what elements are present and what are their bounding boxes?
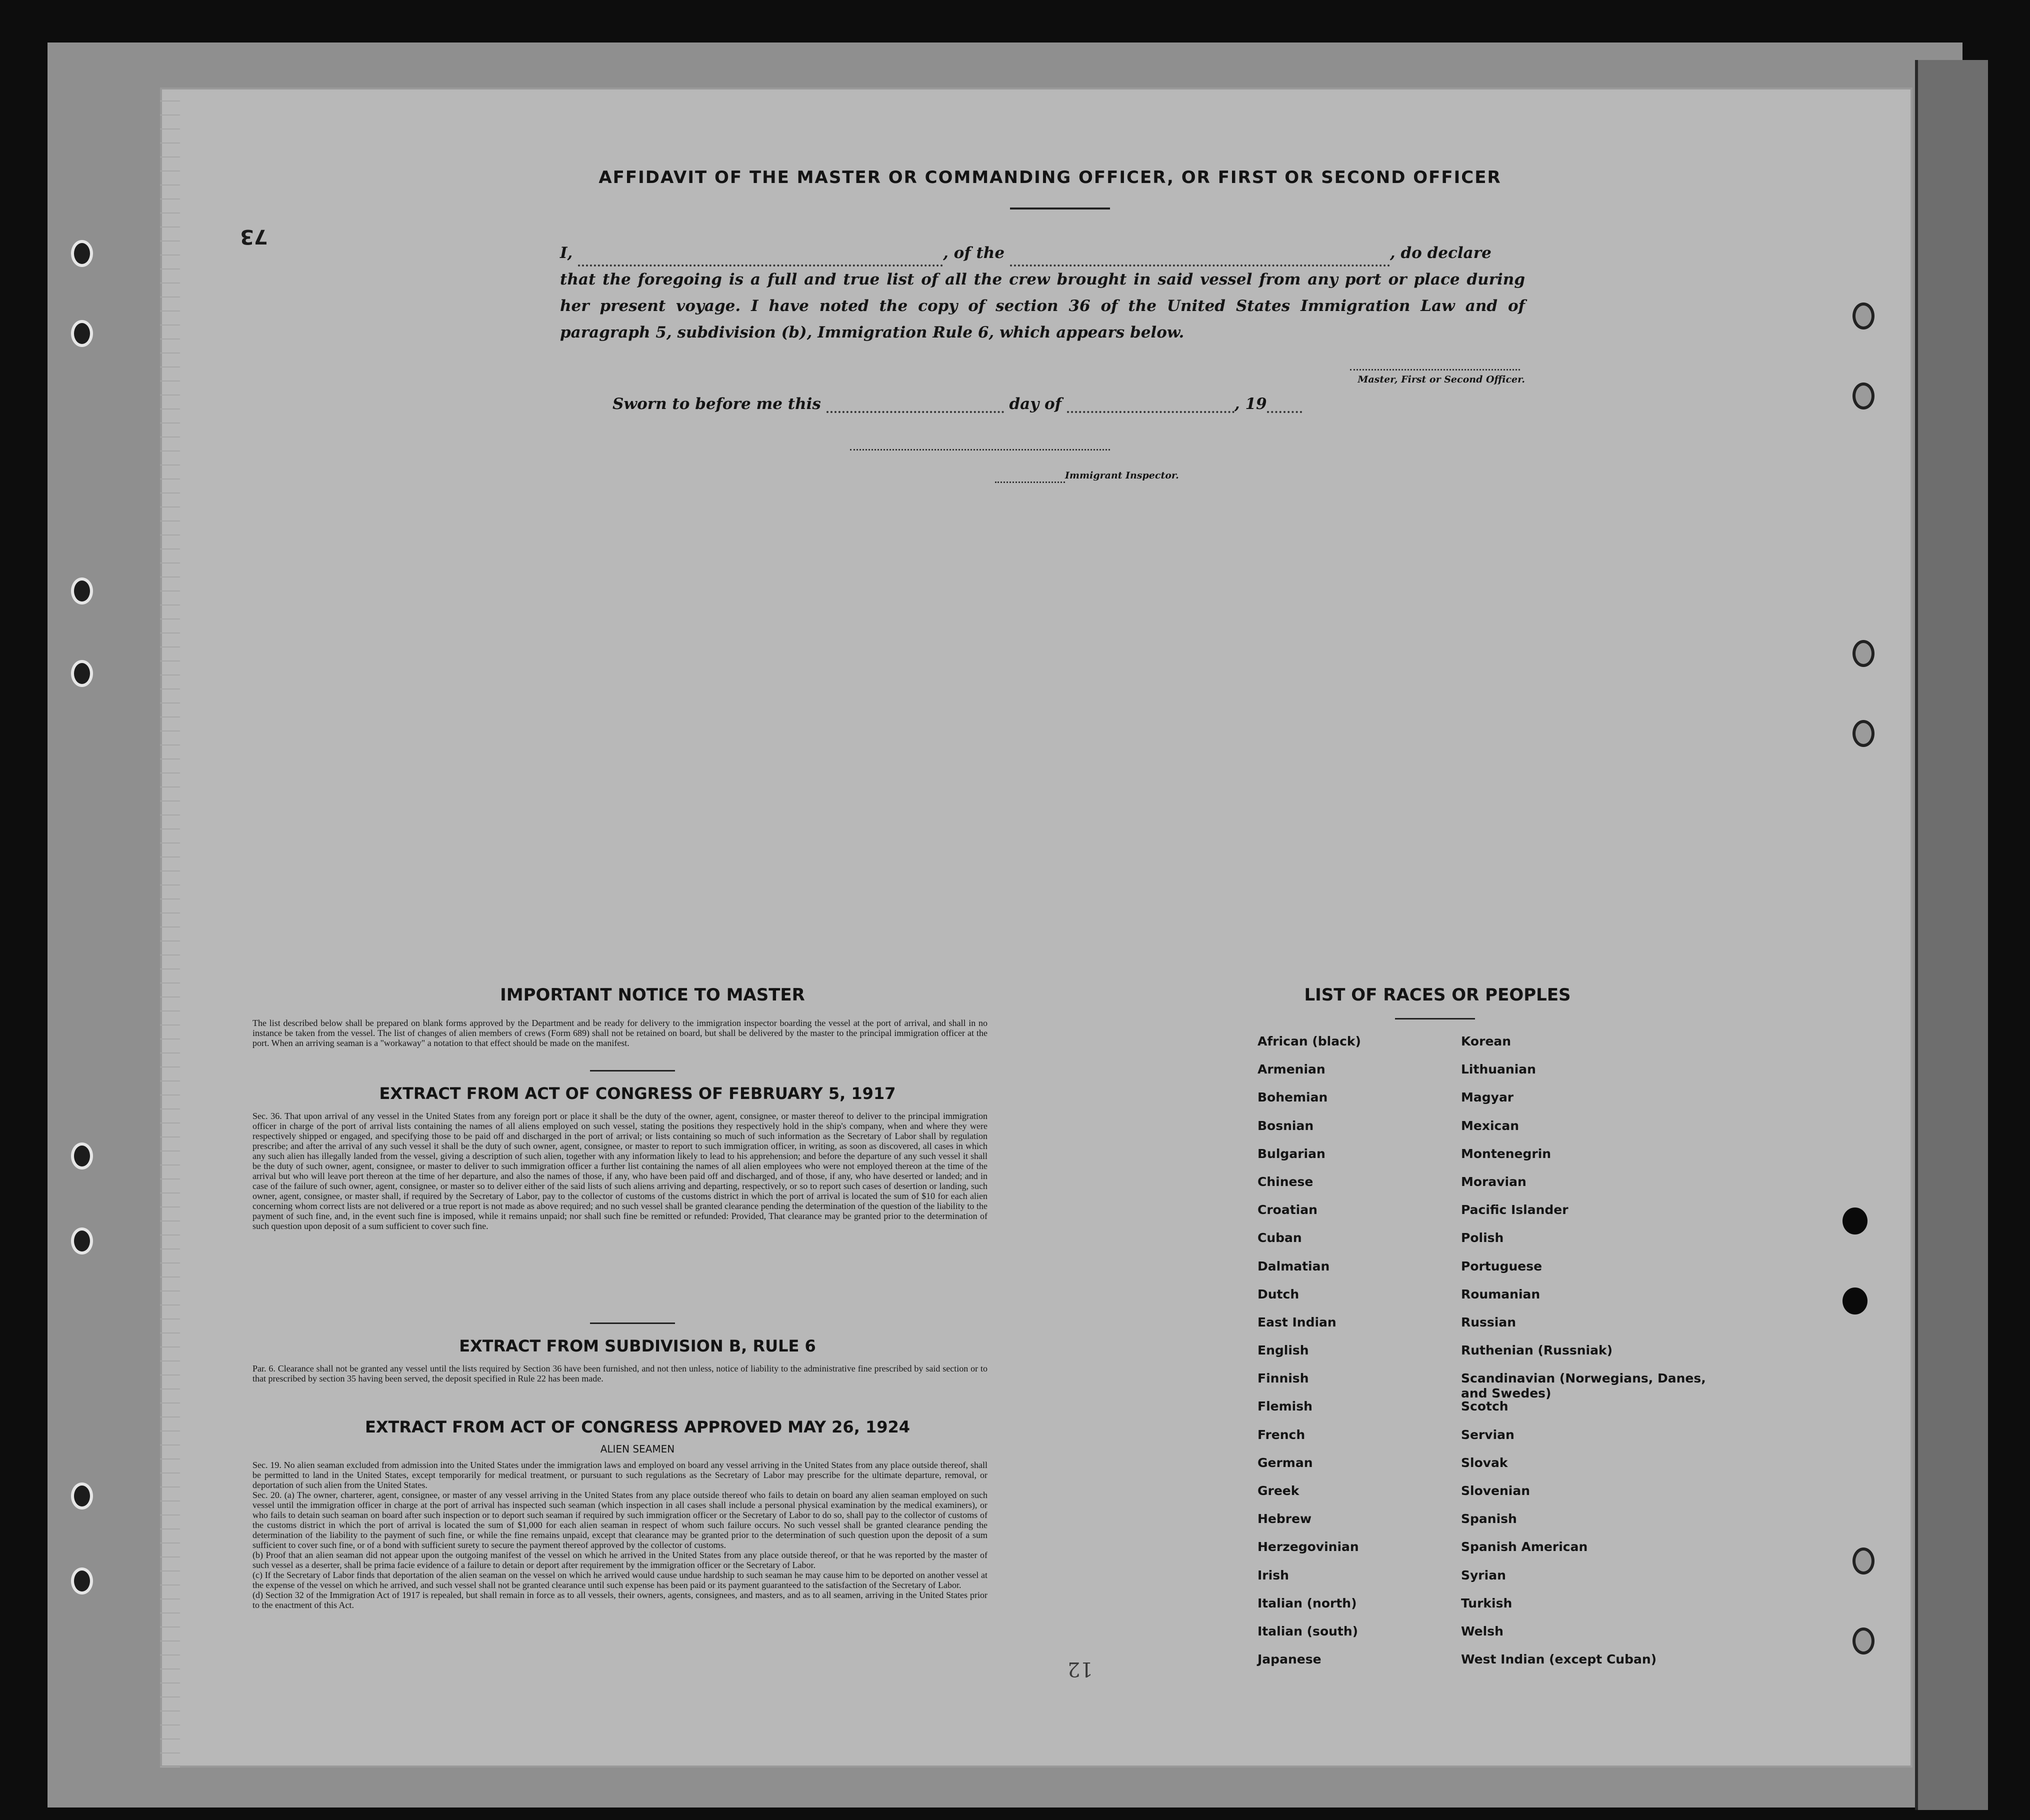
declaration-of-the: , of the [943, 244, 1005, 262]
punch-hole-icon [71, 320, 93, 347]
sworn-line [612, 395, 1312, 413]
race-item: Cuban [1258, 1230, 1302, 1246]
race-item: Spanish [1461, 1512, 1517, 1526]
race-item: East Indian [1258, 1314, 1336, 1330]
page-number: 12 [1068, 1658, 1093, 1680]
punch-hole-icon [71, 1228, 93, 1254]
race-item: Portuguese [1461, 1258, 1542, 1274]
inspector-signature-line [850, 448, 1110, 450]
punch-hole-icon [71, 660, 93, 687]
race-item: Bosnian [1258, 1118, 1314, 1133]
declaration-line [560, 240, 1525, 266]
race-item: Russian [1461, 1314, 1516, 1330]
race-item: Italian (north) [1258, 1596, 1357, 1610]
punch-hole-icon [1852, 720, 1874, 747]
extract-1917-body: Sec. 36. That upon arrival of any vessel in the United States from any foreign port or place it shall be the duty of the owner, agent, consignee, or master thereof to deliver to the principal immigration officer in charge of the port of arrival lists containing the names of all aliens employed on such vessel, stating the positions they respectively hold in the ship's company, when and where they were respectively shipped or engaged, and specifying those to be paid off and discharged in the port of arrival; or lists containing so much of such information as the Secretary of Labor shall by regulation prescribe; and after the arrival of any such vessel it shall be the duty of such owner, agent, consignee, or master to report to such immigration officer, in writing, as soon as discovered, all cases in which any such alien has illegally landed from the vessel, giving a description of such alien, together with any information likely to lead to his apprehension; and before the departure of any such vessel it shall be the duty of such owner, agent, consignee, or master to deliver to such immigration officer a further list containing the names of all alien employees who were not employed thereon at the time of the arrival but who will leave port thereon at the time of her departure, and also the names of those, if any, who have been paid off and discharged, and of those, if any, who have deserted or landed; and in case of the failure of such owner, agent, consignee, or master so to deliver either of the said lists of such aliens arriving and departing, respectively, or so to report such cases of desertion or landing, such owner, agent, consignee, or master shall, if required by the Secretary of Labor, pay to the collector of customs of the customs district in which the port of arrival is located the sum of $10 for each alien concerning whom correct lists are not delivered or a true report is not made as above required; and no such vessel shall be granted clearance pending the determination of the question of the liability to the payment of such fine, and, in the event such fine is imposed, while it remains unpaid; nor shall such fine be remitted or refunded: Provided, That clearance may be granted prior to the determination of such question upon deposit of a sum sufficient to cover such fine. [252, 1111, 988, 1231]
sec-20a-text: Sec. 20. (a) The owner, charterer, agent, consignee, or master of any vessel arriving in the United States from any place outside thereof who fails to detain on board any alien seaman employed on such vessel until the immigration officer in charge at the port of arrival has inspected such seaman (which inspection in all cases shall include a personal physical examination by the medical examiners), or who fails to detain such seaman on board after such inspection or to deport such seaman if required by such immigration officer or the Secretary of Labor to do so, shall pay to the collector of customs of the customs district in which the port of arrival is located the sum of $1,000 for each alien seaman in respect of whom such failure occurs. No such vessel shall be granted clearance pending the determination of the liability to the payment of such fine, or while the fine remains unpaid, except that clearance may be granted prior to the determination of such question upon the deposit of a sum sufficient to cover such fine, or of a bond with sufficient surety to secure the payment thereof approved by the collector of customs. [252, 1490, 988, 1550]
sworn-prefix: Sworn to before me this [612, 395, 821, 413]
declaration-declare: , do declare [1390, 244, 1492, 262]
race-item: Irish [1258, 1568, 1289, 1582]
race-item: Turkish [1461, 1596, 1512, 1610]
race-item: Hebrew [1258, 1512, 1312, 1526]
race-item: Montenegrin [1461, 1146, 1552, 1161]
punch-hole-icon [1852, 1628, 1874, 1654]
year-blank [1267, 411, 1302, 413]
race-item: Bohemian [1258, 1090, 1328, 1105]
notice-body: The list described below shall be prepared on blank forms approved by the Department and be ready for delivery to the immigration inspector boarding the vessel at the port of arrival, and shall in no instance be taken from the vessel. The list of changes of alien members of crews (Form 689) shall not be retained on board, but shall be delivered by the master to the principal immigration officer at the port. When an arriving seaman is a "workaway" a notation to that effect should be made on the manifest. [252, 1018, 988, 1048]
race-item: Pacific Islander [1461, 1202, 1568, 1218]
punch-hole-icon [1852, 302, 1874, 330]
race-item: Welsh [1461, 1624, 1504, 1638]
punch-hole-icon [1842, 1208, 1868, 1234]
extract-1924-body [252, 1460, 988, 1610]
race-item: Scandinavian (Norwegians, Danes, and Swedes) [1461, 1371, 1706, 1401]
race-item: African (black) [1258, 1034, 1361, 1048]
race-item: Chinese [1258, 1174, 1314, 1189]
extract-1924-title: EXTRACT FROM ACT OF CONGRESS APPROVED MAY 26, 1924 [364, 1418, 910, 1436]
race-item: Japanese [1258, 1652, 1322, 1667]
races-title: LIST OF RACES OR PEOPLES [1304, 985, 1571, 1005]
race-item: Armenian [1258, 1062, 1326, 1077]
sworn-year: , 19 [1234, 395, 1267, 413]
extract-1917-title: EXTRACT FROM ACT OF CONGRESS OF FEBRUARY 5, 1917 [379, 1084, 896, 1103]
race-item: Flemish [1258, 1399, 1312, 1414]
punch-hole-icon [71, 578, 93, 604]
sheet-grid-edge [160, 88, 180, 1768]
race-item: Dutch [1258, 1286, 1300, 1302]
race-item: Syrian [1461, 1568, 1506, 1582]
section-divider [590, 1070, 675, 1072]
race-item: Italian (south) [1258, 1624, 1358, 1638]
sworn-day-of: day of [1009, 395, 1062, 413]
race-item: Dalmatian [1258, 1258, 1330, 1274]
signature-label: Master, First or Second Officer. [1358, 374, 1525, 385]
sec-20b-text: (b) Proof that an alien seaman did not appear upon the outgoing manifest of the vessel on which he arrived in the United States from any place outside thereof, or that he was reported by the master of such vessel as a deserter, shall be prima facie evidence of a failure to detain or deport after requirement by the immigration officer or the Secretary of Labor. [252, 1550, 988, 1570]
punch-hole-icon [1852, 640, 1874, 667]
punch-hole-icon [71, 1142, 93, 1170]
inspector-label: Immigrant Inspector. [1065, 470, 1179, 481]
notice-title: IMPORTANT NOTICE TO MASTER [500, 985, 805, 1005]
extract-rule6-title: EXTRACT FROM SUBDIVISION B, RULE 6 [459, 1336, 816, 1356]
race-item: Slovenian [1461, 1484, 1530, 1498]
race-item: Croatian [1258, 1202, 1318, 1218]
race-item: Bulgarian [1258, 1146, 1326, 1161]
race-item: Finnish [1258, 1371, 1309, 1386]
title-rule [1010, 208, 1110, 210]
binding-edge [1915, 60, 1988, 1810]
race-item: Magyar [1461, 1090, 1514, 1105]
declaration-i: I, [560, 244, 573, 262]
race-item: Korean [1461, 1034, 1512, 1048]
race-item: Servian [1461, 1427, 1514, 1442]
races-divider [1395, 1018, 1475, 1020]
races-right-column [1461, 1034, 1721, 1680]
inspector-line-short [995, 480, 1065, 483]
signature-line [1350, 368, 1520, 370]
affidavit-title: AFFIDAVIT OF THE MASTER OR COMMANDING OFFICER, OR FIRST OR SECOND OFFICER [598, 168, 1502, 188]
punch-hole-icon [71, 1568, 93, 1594]
race-item: French [1258, 1427, 1306, 1442]
race-item: English [1258, 1343, 1309, 1358]
day-blank [826, 411, 1004, 413]
race-item: Spanish American [1461, 1540, 1588, 1554]
race-item: Lithuanian [1461, 1062, 1536, 1077]
punch-hole-icon [71, 1482, 93, 1510]
affidavit-declaration [560, 240, 1525, 346]
race-item: Polish [1461, 1230, 1504, 1246]
section-divider [590, 1322, 675, 1324]
punch-hole-icon [1842, 1288, 1868, 1314]
race-item: Slovak [1461, 1455, 1508, 1470]
race-item: Herzegovinian [1258, 1540, 1359, 1554]
punch-hole-icon [1852, 1548, 1874, 1574]
race-item: Moravian [1461, 1174, 1526, 1189]
race-item: Scotch [1461, 1399, 1508, 1414]
declaration-body: that the foregoing is a full and true list of all the crew brought in said vessel from any port or place during her present voyage. I have noted the copy of section 36 of the United States Immigration Law and of paragraph 5, subdivision (b), Immigration Rule 6, which appears below. [560, 270, 1525, 342]
extract-1924-subtitle: ALIEN SEAMEN [600, 1443, 675, 1455]
extract-rule6-body: Par. 6. Clearance shall not be granted any vessel until the lists required by Section 36 have been furnished, and not then unless, notice of liability to the administrative fine prescribed by said section or to that prescribed by section 35 having been served, the deposit specified in Rule 22 has been made. [252, 1364, 988, 1384]
race-item: Greek [1258, 1484, 1300, 1498]
race-item: West Indian (except Cuban) [1461, 1652, 1657, 1667]
race-item: Roumanian [1461, 1286, 1540, 1302]
margin-number: 73 [240, 225, 268, 248]
month-blank [1067, 411, 1234, 413]
race-item: German [1258, 1455, 1313, 1470]
sec-20c-text: (c) If the Secretary of Labor finds that deportation of the alien seaman on the vessel on which he arrived would cause undue hardship to such seaman he may cause him to be deported on another vessel at the expense of the vessel on which he arrived, and such vessel shall not be granted clearance until such expense has been paid or its payment guaranteed to the satisfaction of the Secretary of Labor. [252, 1570, 988, 1590]
race-item: Mexican [1461, 1118, 1520, 1133]
sec-19-text: Sec. 19. No alien seaman excluded from admission into the United States under the immigration laws and employed on board any vessel arriving in the United States from any place outside thereof, shall be permitted to land in the United States, except temporarily for medical treatment, or pursuant to such regulations as the Secretary of Labor may prescribe for the ultimate departure, removal, or deportation of such alien from the United States. [252, 1460, 988, 1490]
race-item: Ruthenian (Russniak) [1461, 1343, 1613, 1358]
punch-hole-icon [1852, 382, 1874, 410]
sec-20d-text: (d) Section 32 of the Immigration Act of 1917 is repealed, but shall remain in force as to all vessels, their owners, agents, consignees, and masters, and as to all seamen, arriving in the United States prior to the enactment of this Act. [252, 1590, 988, 1610]
punch-hole-icon [71, 240, 93, 267]
